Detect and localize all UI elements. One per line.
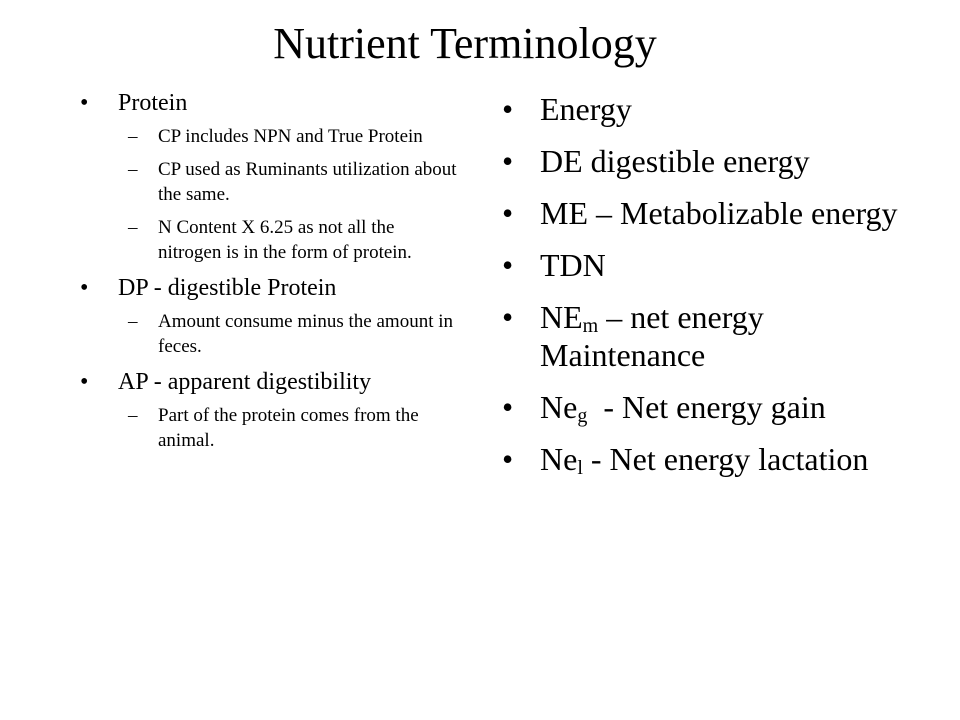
bullet-label-subscript: g <box>577 405 588 427</box>
sub-item-text: CP used as Ruminants utilization about the same. <box>158 159 457 205</box>
left-bullet-list <box>80 88 470 453</box>
bullet-label-prefix: Ne <box>540 441 578 477</box>
dash-icon: – <box>128 217 138 238</box>
bullet-ne-maintenance <box>502 298 922 374</box>
bullet-label: AP - apparent digestibility <box>118 369 372 395</box>
bullet-label: Energy <box>540 91 632 127</box>
bullet-icon: • <box>502 389 514 425</box>
slide-title: Nutrient Terminology <box>273 19 657 68</box>
sub-item-text: Amount consume minus the amount in feces. <box>158 311 454 357</box>
dash-icon: – <box>128 311 138 332</box>
bullet-icon: • <box>80 369 89 395</box>
bullet-icon: • <box>502 247 514 283</box>
bullet-digestible-protein <box>80 273 470 359</box>
sub-list <box>118 403 470 453</box>
sub-item <box>118 309 470 359</box>
dash-icon: – <box>128 126 138 147</box>
bullet-label-prefix: Ne <box>540 389 578 425</box>
bullet-protein <box>80 88 470 265</box>
sub-item-text: N Content X 6.25 as not all the nitrogen is in the form of protein. <box>158 217 412 263</box>
bullet-energy <box>502 90 922 128</box>
bullet-icon: • <box>80 275 89 301</box>
bullet-label: TDN <box>540 247 606 283</box>
right-column <box>502 90 922 492</box>
right-bullet-list <box>502 90 922 478</box>
sub-list <box>118 309 470 359</box>
bullet-label: Protein <box>118 90 188 116</box>
sub-item <box>118 215 470 265</box>
sub-item <box>118 124 470 149</box>
sub-item-text: Part of the protein comes from the animal. <box>158 405 419 451</box>
bullet-icon: • <box>502 143 514 179</box>
sub-item <box>118 403 470 453</box>
bullet-de <box>502 142 922 180</box>
sub-item-text: CP includes NPN and True Protein <box>158 126 423 147</box>
dash-icon: – <box>128 159 138 180</box>
bullet-ne-gain <box>502 388 922 426</box>
sub-item <box>118 157 470 207</box>
bullet-label-prefix: NE <box>540 299 583 335</box>
bullet-label-suffix: - Net energy gain <box>587 389 826 425</box>
bullet-label-suffix: – net energy Maintenance <box>540 299 764 373</box>
bullet-ne-lactation <box>502 440 922 478</box>
bullet-label-subscript: l <box>577 457 583 479</box>
bullet-label-subscript: m <box>582 315 599 337</box>
bullet-icon: • <box>502 91 514 127</box>
bullet-apparent-digestibility <box>80 367 470 453</box>
bullet-icon: • <box>502 195 514 231</box>
bullet-me <box>502 194 922 232</box>
bullet-label-suffix: - Net energy lactation <box>582 441 869 477</box>
bullet-icon: • <box>502 441 514 477</box>
bullet-label: ME – Metabolizable energy <box>540 195 898 231</box>
sub-list <box>118 124 470 265</box>
dash-icon: – <box>128 405 138 426</box>
bullet-label: DP - digestible Protein <box>118 275 337 301</box>
bullet-icon: • <box>502 299 514 335</box>
bullet-icon: • <box>80 90 89 116</box>
bullet-tdn <box>502 246 922 284</box>
bullet-label: DE digestible energy <box>540 143 810 179</box>
left-column <box>80 88 470 461</box>
